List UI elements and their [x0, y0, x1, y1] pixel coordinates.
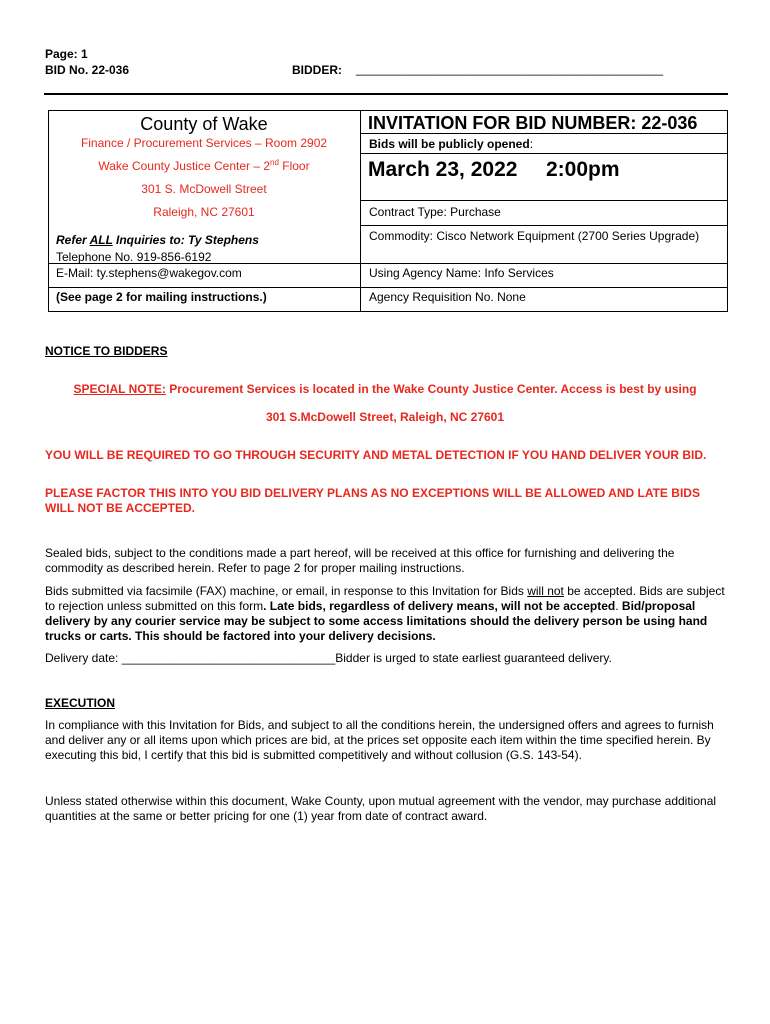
email[interactable]: E-Mail: ty.stephens@wakegov.com — [56, 266, 242, 280]
notice-heading: NOTICE TO BIDDERS — [45, 344, 168, 358]
special-note: SPECIAL NOTE: Procurement Services is located in the Wake County Justice Center. Access is best by using — [73, 382, 697, 396]
header-divider — [44, 93, 728, 95]
fax-paragraph: Bids submitted via facsimile (FAX) machine, or email, in response to this Invitation for Bids will not be accepted. Bids are subject to rejection unless submitted on this form. Late bids, regardless of delivery means, will not be accepted. Bid/proposal delivery by any courier service may be subject to some access limitations should the delivery person be using hand trucks or carts. This should be factored into your delivery decisions. — [45, 584, 725, 643]
bidder-field[interactable]: ______________________________________________ — [356, 62, 663, 76]
county-dept: Finance / Procurement Services – Room 2902 — [80, 136, 328, 150]
execution-paragraph: In compliance with this Invitation for Bids, and subject to all the conditions herein, the undersigned offers and agrees to furnish and deliver any or all items upon which prices are bid, at the prices set opposite each item within the time specified herein. By executing this bid, I certify that this bid is submitted competitively and without collusion (G.S. 143-54). — [45, 718, 714, 762]
commodity: Commodity: Cisco Network Equipment (2700 Series Upgrade) — [369, 229, 700, 243]
mailing-note: (See page 2 for mailing instructions.) — [56, 290, 267, 304]
bid-title: INVITATION FOR BID NUMBER: 22-036 — [368, 113, 698, 133]
delivery-date-line: Delivery date: ________________________________Bidder is urged to state earliest guaranteed delivery. — [45, 651, 612, 665]
additional-quantities-paragraph: Unless stated otherwise within this document, Wake County, upon mutual agreement with the vendor, may purchase additional quantities at the same or better pricing for one (1) year from date of contract award. — [45, 794, 717, 823]
execution-heading: EXECUTION — [45, 696, 116, 710]
using-agency: Using Agency Name: Info Services — [369, 266, 554, 280]
telephone: Telephone No. 919-856-6192 — [56, 250, 212, 264]
page-number: Page: 1 — [45, 47, 88, 61]
contract-type: Contract Type: Purchase — [369, 205, 501, 219]
open-time: 2:00pm — [546, 158, 620, 181]
bid-number: BID No. 22-036 — [45, 63, 130, 77]
security-warning: YOU WILL BE REQUIRED TO GO THROUGH SECURITY AND METAL DETECTION IF YOU HAND DELIVER YOUR BID. — [45, 448, 707, 462]
requisition: Agency Requisition No. None — [369, 290, 526, 304]
refer-inquiries: Refer ALL Inquiries to: Ty Stephens — [56, 233, 259, 247]
late-bids-warning: PLEASE FACTOR THIS INTO YOU BID DELIVERY PLANS AS NO EXCEPTIONS WILL BE ALLOWED AND LATE BIDS WILL NOT BE ACCEPTED. — [45, 486, 700, 515]
county-building: Wake County Justice Center – 2nd Floor — [98, 158, 310, 173]
county-street: 301 S. McDowell Street — [141, 182, 267, 196]
sealed-bids-paragraph: Sealed bids, subject to the conditions made a part hereof, will be received at this office for furnishing and delivering the commodity as described herein. Refer to page 2 for proper mailing instructions. — [45, 546, 675, 575]
opened-label: Bids will be publicly opened: — [369, 137, 534, 151]
delivery-date-field[interactable]: ________________________________ — [121, 651, 336, 665]
county-city: Raleigh, NC 27601 — [153, 205, 255, 219]
special-address: 301 S.McDowell Street, Raleigh, NC 27601 — [265, 410, 505, 424]
open-date: March 23, 2022 — [368, 158, 518, 181]
county-title: County of Wake — [140, 114, 268, 134]
bidder-label: BIDDER: — [292, 63, 342, 77]
